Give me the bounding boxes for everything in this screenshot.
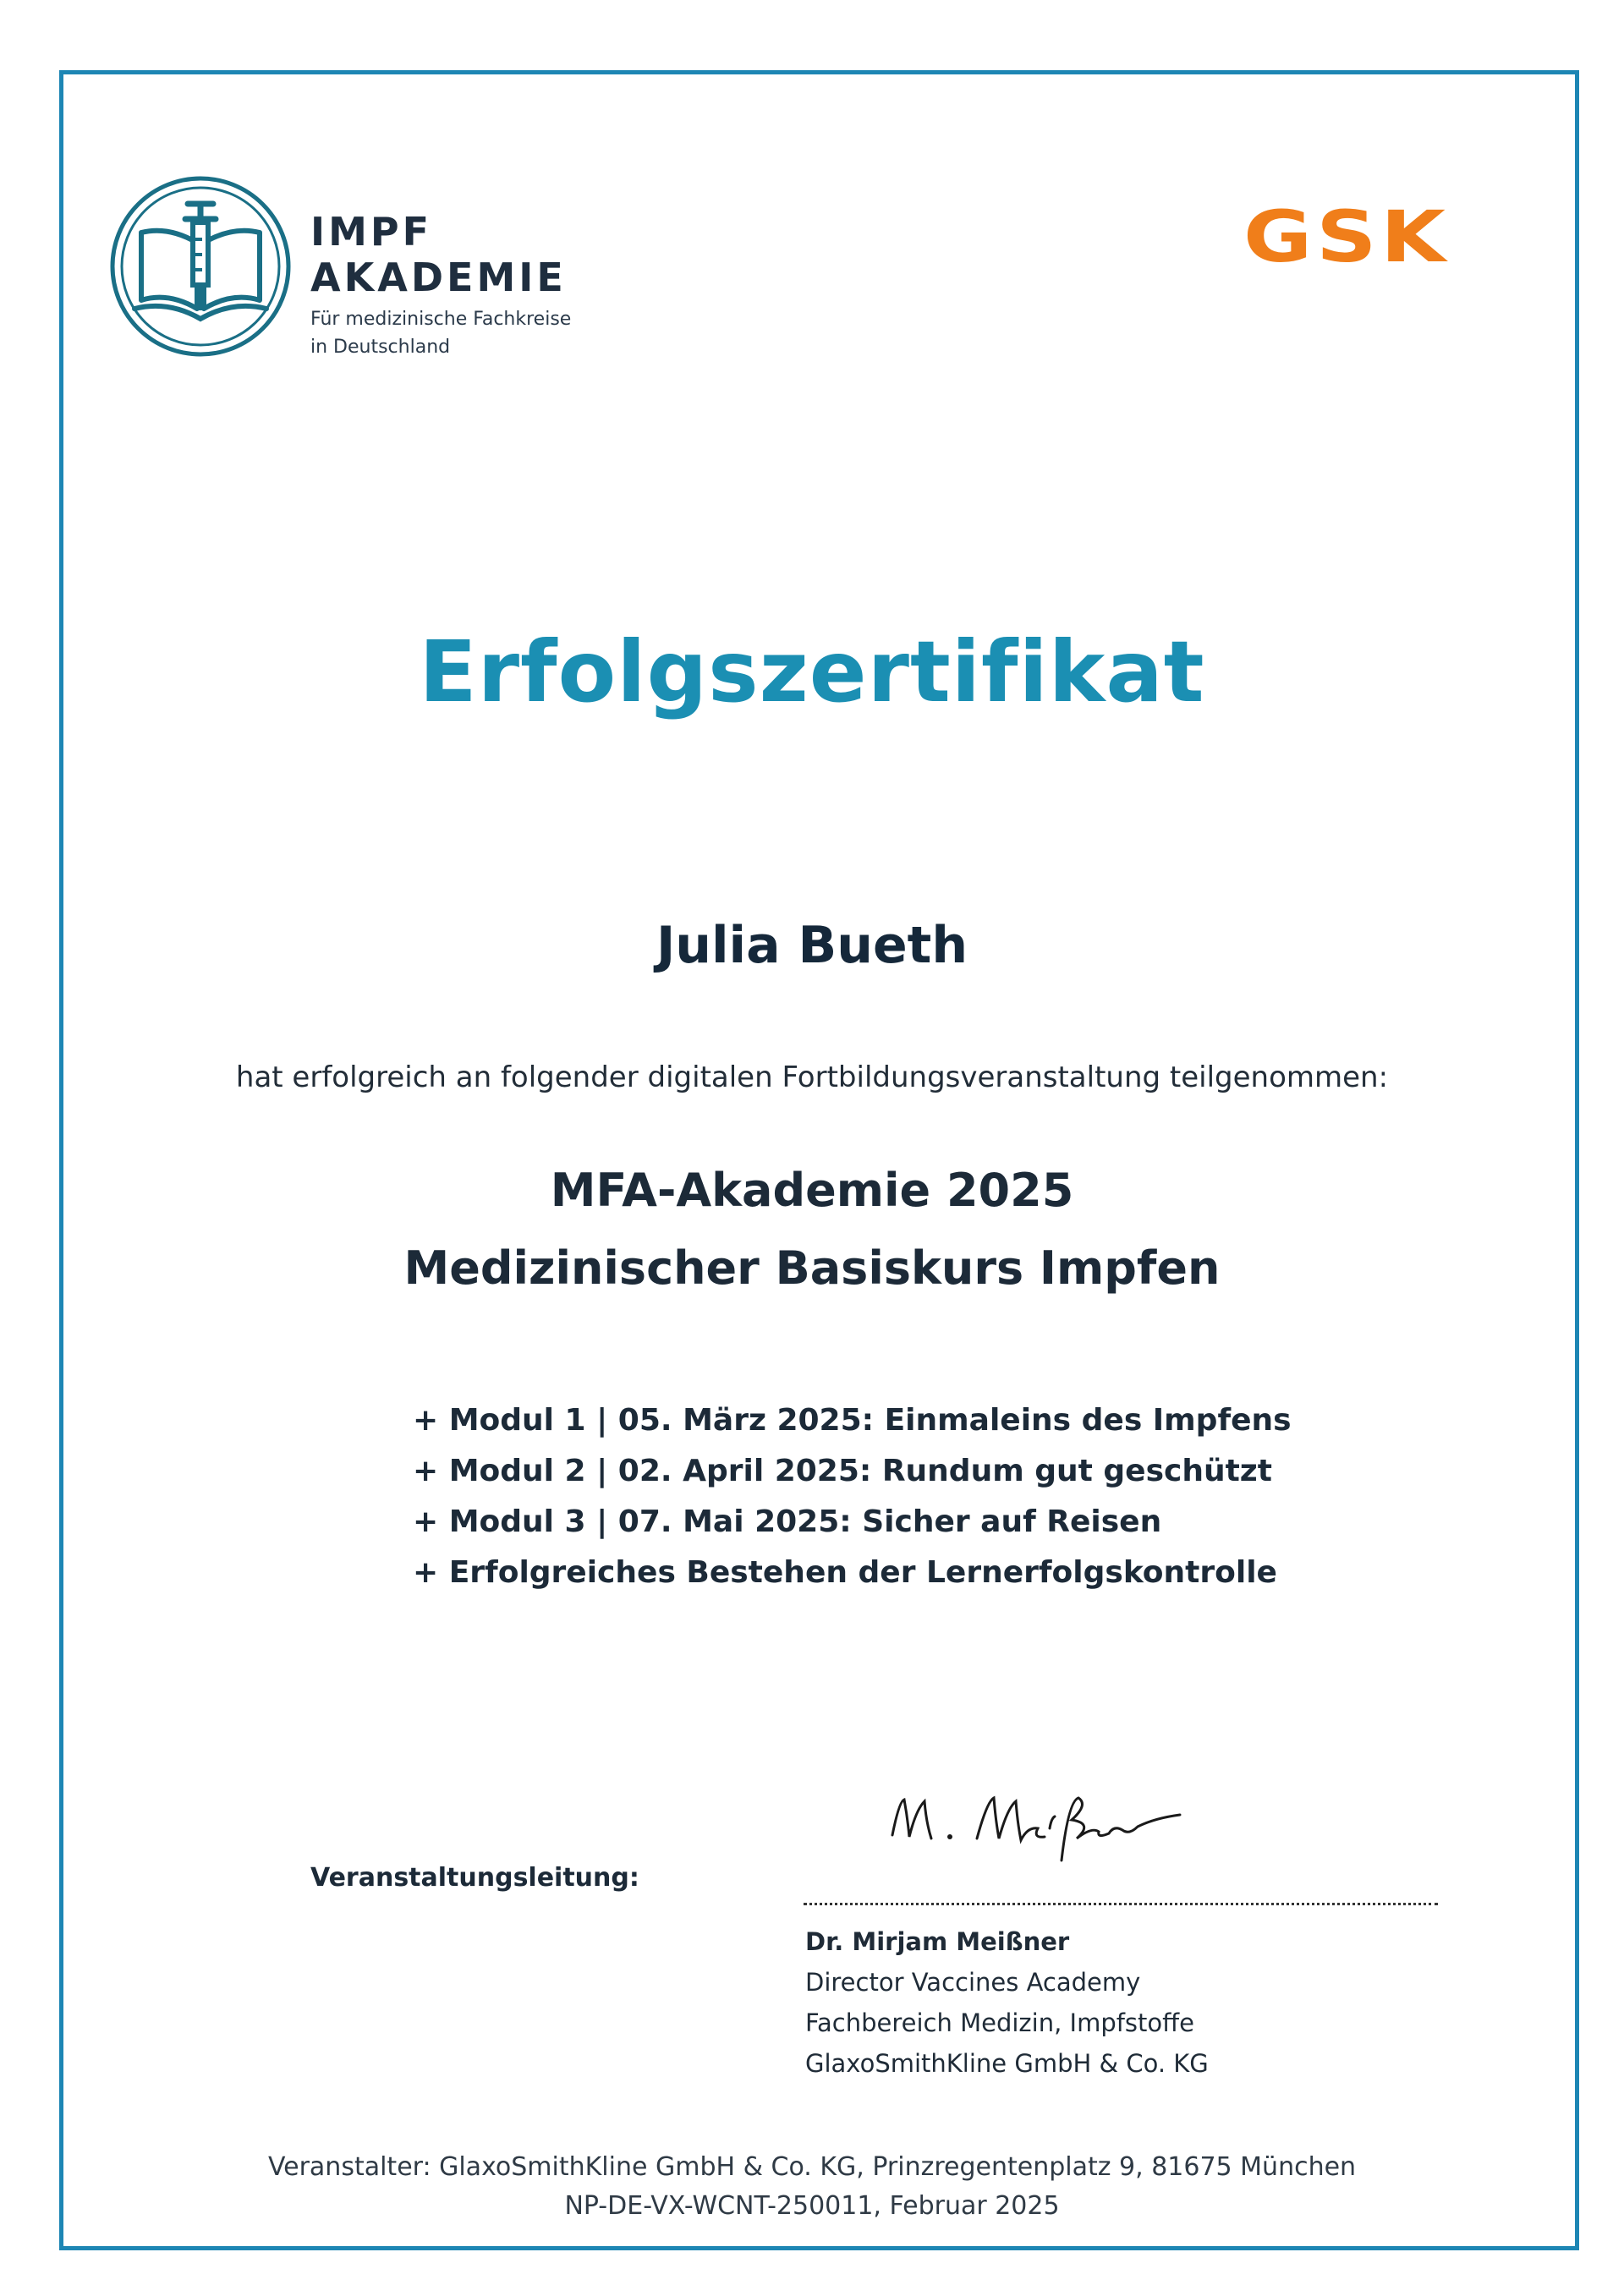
handwritten-signature <box>875 1767 1197 1869</box>
logo-subtitle-line2: in Deutschland <box>310 337 451 358</box>
list-item: + Erfolgreiches Bestehen der Lernerfolgskontrolle <box>413 1555 1277 1590</box>
signer-name: Dr. Mirjam Meißner <box>805 1927 1070 1956</box>
list-item: + Modul 2 | 02. April 2025: Rundum gut geschützt <box>413 1454 1272 1488</box>
signer-department: Fachbereich Medizin, Impfstoffe <box>805 2008 1194 2037</box>
logo-title-line1: IMPF <box>310 209 433 255</box>
logo-title-line2: AKADEMIE <box>310 255 567 300</box>
logo-wordmark <box>310 209 571 361</box>
signer-role: Director Vaccines Academy <box>805 1968 1141 1997</box>
impf-akademie-logo <box>107 173 294 359</box>
intro-text: hat erfolgreich an folgender digitalen Fortbildungsveranstaltung teilgenommen: <box>235 1060 1389 1094</box>
signature-line <box>804 1903 1438 1905</box>
module-list <box>413 1395 1292 1598</box>
gsk-logo: GSK <box>1243 195 1450 278</box>
course-title: MFA-Akademie 2025 <box>550 1164 1074 1217</box>
syringe-book-icon <box>107 173 294 359</box>
organizer-label: Veranstaltungsleitung: <box>310 1863 639 1893</box>
logo-subtitle-line1: Für medizinische Fachkreise <box>310 309 572 330</box>
certificate-title: Erfolgszertifikat <box>419 622 1205 721</box>
recipient-name: Julia Bueth <box>656 916 968 975</box>
signer-details <box>805 1921 1209 2084</box>
footer-organizer: Veranstalter: GlaxoSmithKline GmbH & Co. KG, Prinzregentenplatz 9, 81675 München <box>267 2152 1357 2182</box>
signer-company: GlaxoSmithKline GmbH & Co. KG <box>805 2049 1209 2078</box>
footer-code: NP-DE-VX-WCNT-250011, Februar 2025 <box>564 2191 1060 2221</box>
list-item: + Modul 3 | 07. Mai 2025: Sicher auf Reisen <box>413 1504 1162 1539</box>
course-subtitle: Medizinischer Basiskurs Impfen <box>403 1241 1221 1295</box>
list-item: + Modul 1 | 05. März 2025: Einmaleins des Impfens <box>413 1403 1292 1438</box>
